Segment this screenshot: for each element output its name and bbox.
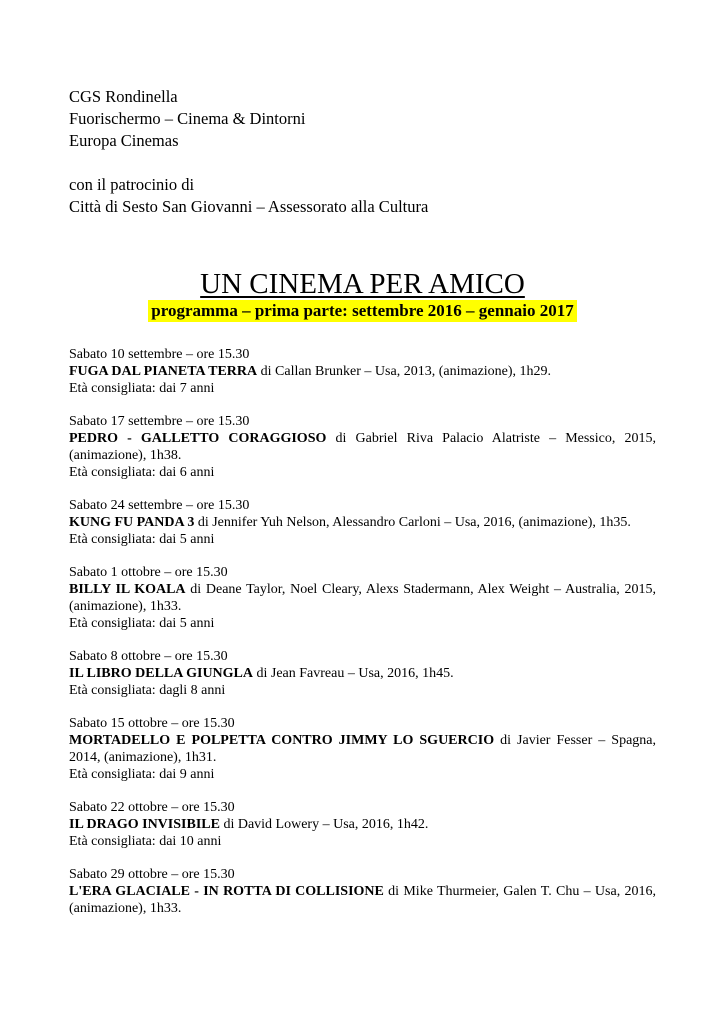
- event-item: [69, 413, 656, 481]
- film-title: IL DRAGO INVISIBILE: [69, 817, 220, 832]
- event-description: [69, 732, 656, 766]
- event-list: [69, 346, 656, 917]
- age-recommendation: Età consigliata: dai 7 anni: [69, 381, 215, 396]
- film-details: di David Lowery – Usa, 2016, 1h42.: [219, 817, 429, 832]
- event-date: Sabato 15 ottobre – ore 15.30: [69, 716, 235, 731]
- program-subtitle: programma – prima parte: settembre 2016 – gennaio 2017: [148, 300, 576, 322]
- event-description: [69, 883, 656, 917]
- age-recommendation: Età consigliata: dai 5 anni: [69, 616, 215, 631]
- event-item: [69, 346, 656, 397]
- event-description: [69, 665, 656, 682]
- event-date: Sabato 24 settembre – ore 15.30: [69, 498, 250, 513]
- age-recommendation: Età consigliata: dagli 8 anni: [69, 683, 226, 698]
- film-details: di Deane Taylor, Noel Cleary, Alexs Stadermann, Alex Weight – Australia, 2015, (animazione), 1h33.: [69, 582, 657, 614]
- event-item: [69, 715, 656, 783]
- film-title: BILLY IL KOALA: [69, 582, 186, 597]
- event-date: Sabato 17 settembre – ore 15.30: [69, 414, 250, 429]
- age-recommendation: Età consigliata: dai 9 anni: [69, 767, 215, 782]
- event-description: [69, 514, 656, 531]
- event-description: [69, 816, 656, 833]
- event-date: Sabato 22 ottobre – ore 15.30: [69, 800, 235, 815]
- film-title: MORTADELLO E POLPETTA CONTRO JIMMY LO SGUERCIO: [69, 733, 495, 748]
- event-item: [69, 866, 656, 917]
- organizer-line: Fuorischermo – Cinema & Dintorni: [69, 109, 306, 128]
- patronage-entity: Città di Sesto San Giovanni – Assessorato alla Cultura: [69, 197, 429, 216]
- film-details: di Mike Thurmeier, Galen T. Chu – Usa, 2016, (animazione), 1h33.: [69, 884, 656, 916]
- age-recommendation: Età consigliata: dai 5 anni: [69, 532, 215, 547]
- film-title: IL LIBRO DELLA GIUNGLA: [69, 666, 253, 681]
- film-details: di Jennifer Yuh Nelson, Alessandro Carloni – Usa, 2016, (animazione), 1h35.: [194, 515, 631, 530]
- age-recommendation: Età consigliata: dai 10 anni: [69, 834, 222, 849]
- event-date: Sabato 8 ottobre – ore 15.30: [69, 649, 228, 664]
- event-item: [69, 799, 656, 850]
- event-item: [69, 497, 656, 548]
- organizers-block: [69, 86, 656, 152]
- age-recommendation: Età consigliata: dai 6 anni: [69, 465, 215, 480]
- film-details: di Jean Favreau – Usa, 2016, 1h45.: [253, 666, 454, 681]
- organizer-line: Europa Cinemas: [69, 131, 179, 150]
- event-item: [69, 564, 656, 632]
- event-description: [69, 363, 656, 380]
- organizer-line: CGS Rondinella: [69, 87, 178, 106]
- film-title: KUNG FU PANDA 3: [69, 515, 195, 530]
- film-title: PEDRO - GALLETTO CORAGGIOSO: [69, 431, 327, 446]
- film-details: di Gabriel Riva Palacio Alatriste – Messico, 2015, (animazione), 1h38.: [69, 431, 656, 463]
- document-title: UN CINEMA PER AMICO: [200, 268, 525, 300]
- event-date: Sabato 1 ottobre – ore 15.30: [69, 565, 228, 580]
- film-title: FUGA DAL PIANETA TERRA: [69, 364, 258, 379]
- patronage-block: [69, 174, 656, 218]
- event-date: Sabato 10 settembre – ore 15.30: [69, 347, 250, 362]
- film-details: di Javier Fesser – Spagna, 2014, (animazione), 1h31.: [69, 733, 657, 765]
- subtitle-wrapper: [69, 300, 656, 322]
- patronage-intro: con il patrocinio di: [69, 175, 195, 194]
- film-details: di Callan Brunker – Usa, 2013, (animazione), 1h29.: [257, 364, 552, 379]
- event-description: [69, 430, 656, 464]
- event-description: [69, 581, 656, 615]
- document-page: [69, 86, 656, 933]
- event-item: [69, 648, 656, 699]
- film-title: L'ERA GLACIALE - IN ROTTA DI COLLISIONE: [69, 884, 384, 899]
- event-date: Sabato 29 ottobre – ore 15.30: [69, 867, 235, 882]
